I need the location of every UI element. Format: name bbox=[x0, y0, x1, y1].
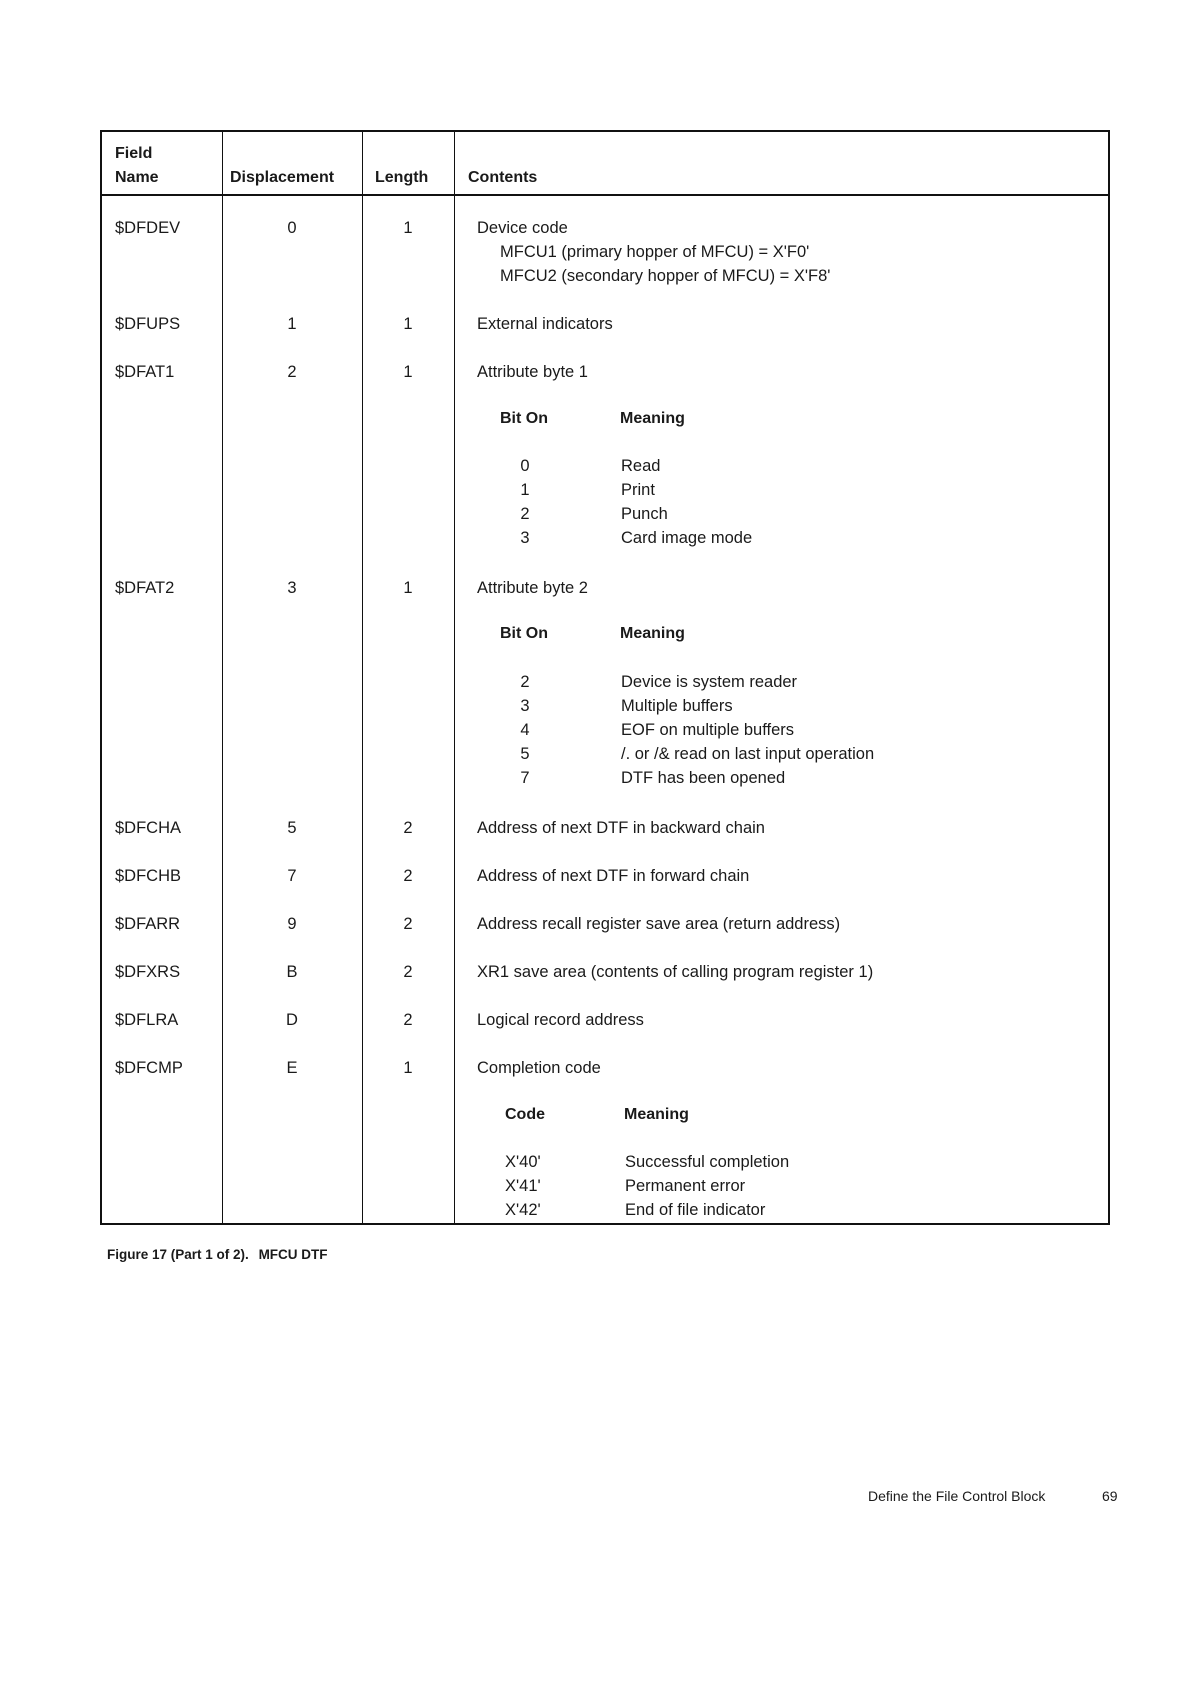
column-divider bbox=[222, 132, 223, 1223]
bit-meaning: Card image mode bbox=[621, 529, 753, 547]
bit-meaning: Multiple buffers bbox=[621, 697, 733, 715]
contents: Attribute byte 1 bbox=[477, 363, 588, 381]
length: 2 bbox=[403, 915, 413, 933]
page-number: 69 bbox=[1102, 1488, 1118, 1504]
completion-code: X'41' bbox=[505, 1177, 541, 1195]
bit-meaning: EOF on multiple buffers bbox=[621, 721, 795, 739]
sub-header-meaning: Meaning bbox=[620, 410, 685, 427]
header-divider bbox=[102, 194, 1108, 196]
sub-header-meaning: Meaning bbox=[624, 1106, 689, 1123]
length: 1 bbox=[403, 1059, 413, 1077]
field-name: $DFLRA bbox=[115, 1011, 179, 1029]
displacement: B bbox=[286, 963, 298, 981]
bit-meaning: /. or /& read on last input operation bbox=[621, 745, 875, 763]
header-length: Length bbox=[375, 169, 429, 186]
length: 2 bbox=[403, 963, 413, 981]
length: 2 bbox=[403, 867, 413, 885]
field-name: $DFCHA bbox=[115, 819, 182, 837]
displacement: 3 bbox=[287, 579, 297, 597]
bit-meaning: Read bbox=[621, 457, 661, 475]
code-meaning: Successful completion bbox=[625, 1153, 790, 1171]
length: 1 bbox=[403, 579, 413, 597]
header-field-name: Field Name bbox=[115, 145, 159, 186]
length: 1 bbox=[403, 315, 413, 333]
field-name: $DFCHB bbox=[115, 867, 182, 885]
contents: Attribute byte 2 bbox=[477, 579, 588, 597]
bit-number: 7 bbox=[520, 769, 530, 787]
field-name: $DFXRS bbox=[115, 963, 181, 981]
field-name: $DFAT2 bbox=[115, 579, 175, 597]
column-divider bbox=[362, 132, 363, 1223]
header-contents: Contents bbox=[468, 169, 538, 186]
bit-meaning: DTF has been opened bbox=[621, 769, 786, 787]
bit-meaning: Punch bbox=[621, 505, 668, 523]
column-divider bbox=[454, 132, 455, 1223]
sub-header-code: Code bbox=[505, 1106, 545, 1123]
displacement: 2 bbox=[287, 363, 297, 381]
field-name: $DFDEV bbox=[115, 219, 181, 237]
field-name: $DFAT1 bbox=[115, 363, 175, 381]
contents-detail: MFCU2 (secondary hopper of MFCU) = X'F8' bbox=[500, 267, 831, 285]
bit-number: 3 bbox=[520, 697, 530, 715]
length: 1 bbox=[403, 219, 413, 237]
displacement: 5 bbox=[287, 819, 297, 837]
contents: Device code bbox=[477, 219, 568, 237]
completion-code: X'42' bbox=[505, 1201, 541, 1219]
bit-number: 0 bbox=[520, 457, 530, 475]
bit-meaning: Print bbox=[621, 481, 655, 499]
displacement: 9 bbox=[287, 915, 297, 933]
length: 2 bbox=[403, 1011, 413, 1029]
code-meaning: End of file indicator bbox=[625, 1201, 766, 1219]
bit-number: 3 bbox=[520, 529, 530, 547]
contents: XR1 save area (contents of calling program register 1) bbox=[477, 963, 874, 981]
field-name: $DFARR bbox=[115, 915, 181, 933]
bit-number: 1 bbox=[520, 481, 530, 499]
code-meaning: Permanent error bbox=[625, 1177, 746, 1195]
contents: Address of next DTF in backward chain bbox=[477, 819, 765, 837]
bit-number: 2 bbox=[520, 505, 530, 523]
sub-header-meaning: Meaning bbox=[620, 625, 685, 642]
contents-detail: MFCU1 (primary hopper of MFCU) = X'F0' bbox=[500, 243, 810, 261]
field-name: $DFCMP bbox=[115, 1059, 183, 1077]
displacement: D bbox=[286, 1011, 298, 1029]
contents: Logical record address bbox=[477, 1011, 644, 1029]
contents: Completion code bbox=[477, 1059, 601, 1077]
completion-code: X'40' bbox=[505, 1153, 541, 1171]
mfcu-dtf-table bbox=[100, 130, 1110, 1225]
header-displacement: Displacement bbox=[230, 169, 335, 186]
figure-title: MFCU DTF bbox=[258, 1247, 328, 1262]
contents: External indicators bbox=[477, 315, 613, 333]
sub-header-bit-on: Bit On bbox=[500, 410, 548, 427]
displacement: 0 bbox=[287, 219, 297, 237]
length: 1 bbox=[403, 363, 413, 381]
length: 2 bbox=[403, 819, 413, 837]
sub-header-bit-on: Bit On bbox=[500, 625, 548, 642]
bit-meaning: Device is system reader bbox=[621, 673, 798, 691]
bit-number: 4 bbox=[520, 721, 530, 739]
displacement: E bbox=[286, 1059, 298, 1077]
displacement: 7 bbox=[287, 867, 297, 885]
contents: Address recall register save area (return address) bbox=[477, 915, 841, 933]
displacement: 1 bbox=[287, 315, 297, 333]
bit-number: 2 bbox=[520, 673, 530, 691]
contents: Address of next DTF in forward chain bbox=[477, 867, 750, 885]
bit-number: 5 bbox=[520, 745, 530, 763]
figure-number: Figure 17 (Part 1 of 2). bbox=[107, 1247, 249, 1262]
figure-caption bbox=[107, 1247, 328, 1262]
footer-section-title: Define the File Control Block bbox=[868, 1488, 1046, 1504]
field-name: $DFUPS bbox=[115, 315, 181, 333]
